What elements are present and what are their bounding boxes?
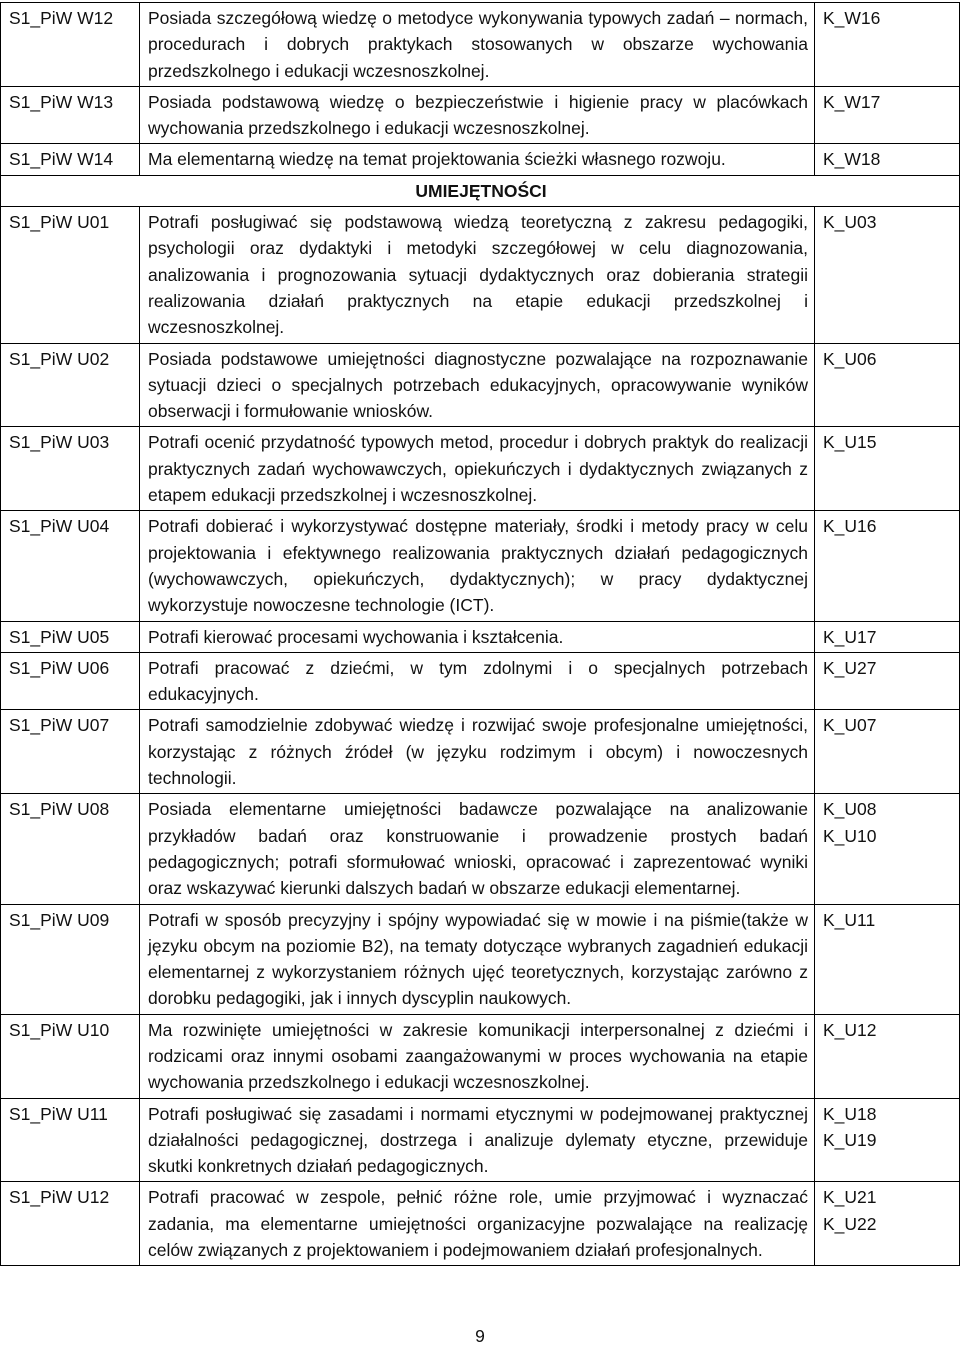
- table-row: [1, 511, 960, 621]
- outcome-reference: K_W18: [815, 144, 960, 175]
- outcome-reference: K_U27: [815, 652, 960, 710]
- outcome-code: S1_PiW U03: [1, 427, 140, 511]
- knowledge-rows: [1, 3, 960, 176]
- outcome-description: Potrafi ocenić przydatność typowych metod, procedur i dobrych praktyk do realizacji praktycznych zadań wychowawczych, opiekuńczych i dydaktycznych związanych z etapem edukacji przedszkolnej i wczesnoszkolnej.: [140, 427, 815, 511]
- table-row: [1, 710, 960, 794]
- outcome-description: Potrafi w sposób precyzyjny i spójny wypowiadać się w mowie i na piśmie(także w języku obcym na poziomie B2), na tematy dotyczące wybranych zagadnień edukacji elementarnej z wykorzystaniem różnych ujęć teoretycznych, korzystając zarówno z dorobku pedagogiki, jak i innych dyscyplin naukowych.: [140, 904, 815, 1014]
- section-title: UMIEJĘTNOŚCI: [1, 175, 960, 206]
- table-row: [1, 3, 960, 87]
- outcome-reference: K_W16: [815, 3, 960, 87]
- table-row: [1, 207, 960, 343]
- outcome-reference: K_U17: [815, 621, 960, 652]
- outcome-code: S1_PiW U08: [1, 794, 140, 904]
- outcome-description: Potrafi kierować procesami wychowania i kształcenia.: [140, 621, 815, 652]
- outcome-description: Posiada elementarne umiejętności badawcze pozwalające na analizowanie przykładów badań oraz konstruowanie i prowadzenie prostych badań pedagogicznych; potrafi sformułować wnioski, opracować i zaprezentować wyniki oraz wskazywać kierunki dalszych badań w obszarze edukacji elementarnej.: [140, 794, 815, 904]
- outcome-code: S1_PiW U05: [1, 621, 140, 652]
- skills-rows: [1, 207, 960, 1266]
- table-row: [1, 652, 960, 710]
- table-row: [1, 343, 960, 427]
- section-header-row: [1, 175, 960, 206]
- outcome-code: S1_PiW W12: [1, 3, 140, 87]
- table-row: [1, 427, 960, 511]
- outcome-description: Potrafi posługiwać się zasadami i normami etycznymi w podejmowanej praktycznej działalności pedagogicznej, dostrzega i analizuje dylematy etyczne, przewiduje skutki konkretnych działań pedagogicznych.: [140, 1098, 815, 1182]
- learning-outcomes-table: [0, 2, 960, 1266]
- section-header-group: [1, 175, 960, 206]
- outcome-description: Posiada szczegółową wiedzę o metodyce wykonywania typowych zadań – normach, procedurach i dobrych praktykach stosowanych w obszarze wychowania przedszkolnego i edukacji wczesnoszkolnej.: [140, 3, 815, 87]
- outcome-code: S1_PiW U02: [1, 343, 140, 427]
- outcome-description: Potrafi samodzielnie zdobywać wiedzę i rozwijać swoje profesjonalne umiejętności, korzystając z różnych źródeł (w języku rodzimym i obcym) i nowoczesnych technologii.: [140, 710, 815, 794]
- table-row: [1, 86, 960, 144]
- table-row: [1, 794, 960, 904]
- outcome-description: Posiada podstawową wiedzę o bezpieczeństwie i higienie pracy w placówkach wychowania przedszkolnego i edukacji wczesnoszkolnej.: [140, 86, 815, 144]
- outcome-reference: K_U21 K_U22: [815, 1182, 960, 1266]
- table-row: [1, 621, 960, 652]
- outcome-reference: K_U16: [815, 511, 960, 621]
- outcome-reference: K_U11: [815, 904, 960, 1014]
- outcome-code: S1_PiW U07: [1, 710, 140, 794]
- outcome-reference: K_U07: [815, 710, 960, 794]
- outcome-reference: K_U06: [815, 343, 960, 427]
- outcome-description: Ma elementarną wiedzę na temat projektowania ścieżki własnego rozwoju.: [140, 144, 815, 175]
- outcome-code: S1_PiW U11: [1, 1098, 140, 1182]
- outcome-description: Posiada podstawowe umiejętności diagnostyczne pozwalające na rozpoznawanie sytuacji dzieci o specjalnych potrzebach edukacyjnych, opracowywanie wyników obserwacji i formułowanie wniosków.: [140, 343, 815, 427]
- page-number: 9: [475, 1326, 485, 1346]
- outcome-reference: K_U03: [815, 207, 960, 343]
- outcome-reference: K_U18 K_U19: [815, 1098, 960, 1182]
- outcome-reference: K_W17: [815, 86, 960, 144]
- outcome-code: S1_PiW U04: [1, 511, 140, 621]
- outcome-reference: K_U08 K_U10: [815, 794, 960, 904]
- outcome-code: S1_PiW U01: [1, 207, 140, 343]
- outcome-description: Potrafi dobierać i wykorzystywać dostępne materiały, środki i metody pracy w celu projektowania i efektywnego realizowania praktycznych działań pedagogicznych (wychowawczych, opiekuńczych, dydaktycznych); w pracy dydaktycznej wykorzystuje nowoczesne technologie (ICT).: [140, 511, 815, 621]
- outcome-code: S1_PiW W13: [1, 86, 140, 144]
- outcome-description: Potrafi pracować z dziećmi, w tym zdolnymi i o specjalnych potrzebach edukacyjnych.: [140, 652, 815, 710]
- table-row: [1, 144, 960, 175]
- outcome-reference: K_U12: [815, 1014, 960, 1098]
- outcome-description: Potrafi posługiwać się podstawową wiedzą teoretyczną z zakresu pedagogiki, psychologii oraz dydaktyki i metodyki szczegółowej w celu diagnozowania, analizowania i prognozowania sytuacji dydaktycznych oraz dobierania strategii realizowania działań praktycznych na etapie edukacji przedszkolnej i wczesnoszkolnej.: [140, 207, 815, 343]
- table-row: [1, 1182, 960, 1266]
- outcome-reference: K_U15: [815, 427, 960, 511]
- outcome-description: Ma rozwinięte umiejętności w zakresie komunikacji interpersonalnej z dziećmi i rodzicami oraz innymi osobami zaangażowanymi w proces wychowania na etapie wychowania przedszkolnego i edukacji wczesnoszkolnej.: [140, 1014, 815, 1098]
- table-row: [1, 1014, 960, 1098]
- table-row: [1, 904, 960, 1014]
- outcome-code: S1_PiW U06: [1, 652, 140, 710]
- outcome-code: S1_PiW U10: [1, 1014, 140, 1098]
- outcome-description: Potrafi pracować w zespole, pełnić różne role, umie przyjmować i wyznaczać zadania, ma elementarne umiejętności organizacyjne pozwalające na realizację celów związanych z projektowaniem i podejmowaniem działań profesjonalnych.: [140, 1182, 815, 1266]
- outcome-code: S1_PiW U09: [1, 904, 140, 1014]
- outcome-code: S1_PiW W14: [1, 144, 140, 175]
- outcome-code: S1_PiW U12: [1, 1182, 140, 1266]
- table-row: [1, 1098, 960, 1182]
